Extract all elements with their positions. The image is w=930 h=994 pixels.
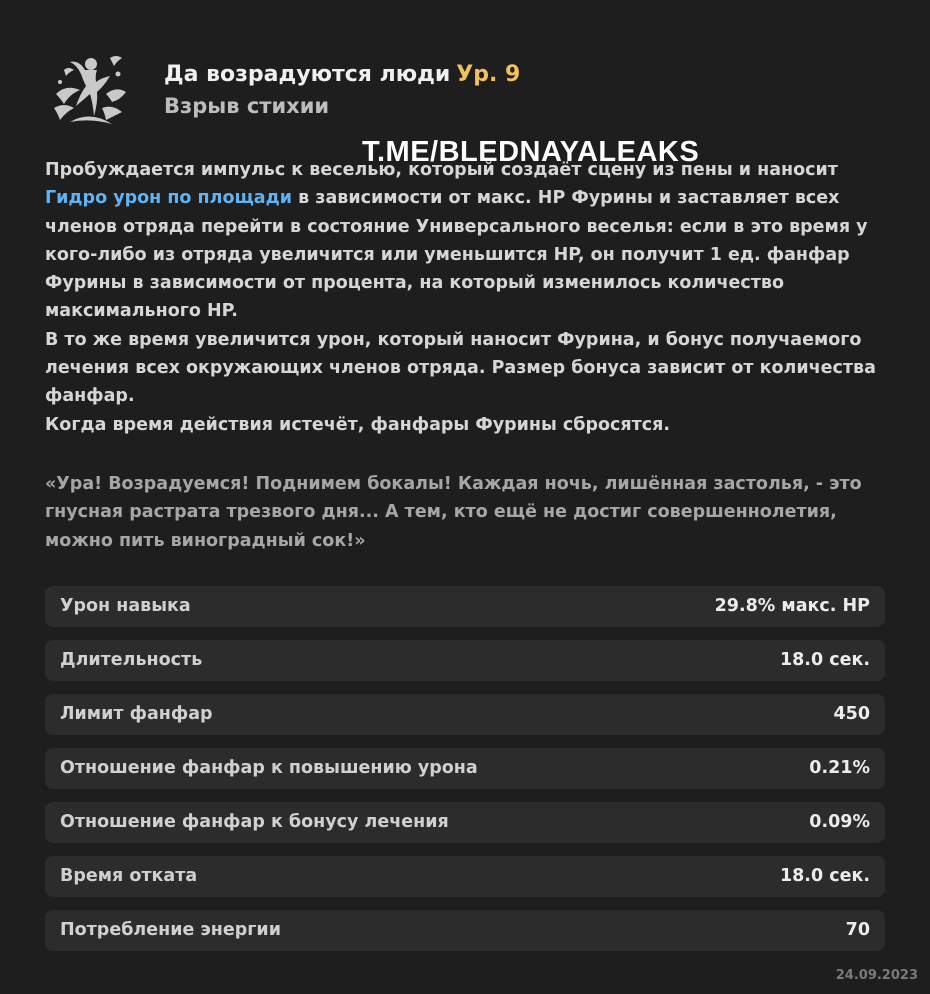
stat-label: Лимит фанфар — [60, 704, 213, 724]
stat-label: Потребление энергии — [60, 920, 281, 940]
skill-level: Ур. 9 — [456, 62, 521, 87]
stat-row — [45, 694, 885, 735]
stat-label: Время отката — [60, 866, 198, 886]
skill-header — [50, 48, 880, 138]
post-date: 24.09.2023 — [835, 968, 918, 983]
stat-label: Отношение фанфар к повышению урона — [60, 758, 478, 778]
flavor-quote: «Ура! Возрадуемся! Поднимем бокалы! Каждая ночь, лишённая застолья, - это гнусная растрата трезвого дня... А тем, кто ещё не достиг совершеннолетия, можно пить виноградный сок!» — [45, 474, 862, 551]
stat-value: 18.0 сек. — [779, 866, 870, 886]
stat-label: Урон навыка — [60, 596, 191, 616]
stat-value: 18.0 сек. — [779, 650, 870, 670]
skill-description — [45, 156, 895, 439]
hydro-damage-highlight: Гидро урон по площади — [45, 188, 293, 209]
stats-table — [45, 586, 885, 964]
stat-value: 29.8% макс. HP — [714, 596, 870, 616]
stat-row — [45, 586, 885, 627]
description-paragraph-3: Когда время действия истечёт, фанфары Фурины сбросятся. — [45, 414, 671, 435]
stat-row — [45, 856, 885, 897]
stat-value: 70 — [845, 920, 870, 940]
stat-row — [45, 748, 885, 789]
skill-title — [164, 60, 520, 90]
hydro-burst-icon — [50, 48, 130, 130]
description-paragraph-2: В то же время увеличится урон, который наносит Фурина, и бонус получаемого лечения всех окружающих членов отряда. Размер бонуса зависит от количества фанфар. — [45, 329, 876, 407]
stat-value: 0.21% — [809, 758, 870, 778]
stat-label: Отношение фанфар к бонусу лечения — [60, 812, 449, 832]
stat-label: Длительность — [60, 650, 203, 670]
stat-row — [45, 910, 885, 951]
stat-row — [45, 640, 885, 681]
stat-row — [45, 802, 885, 843]
watermark: T.ME/BLEDNAYALEAKS — [362, 136, 700, 168]
stat-value: 0.09% — [809, 812, 870, 832]
description-paragraph-1: Пробуждается импульс к веселью, который создаёт сцену из пены и наносит Гидро урон по площади в зависимости от макс. HP Фурины и заставляет всех членов отряда перейти в состояние Универсального веселья: если в это время у кого-либо из отряда увеличится или уменьшится HP, он получит 1 ед. фанфар Фурины в зависимости от процента, на который изменилось количество максимального HP. — [45, 160, 868, 322]
stat-value: 450 — [833, 704, 870, 724]
skill-name: Да возрадуются люди — [164, 62, 451, 87]
skill-type: Взрыв стихии — [164, 94, 330, 118]
